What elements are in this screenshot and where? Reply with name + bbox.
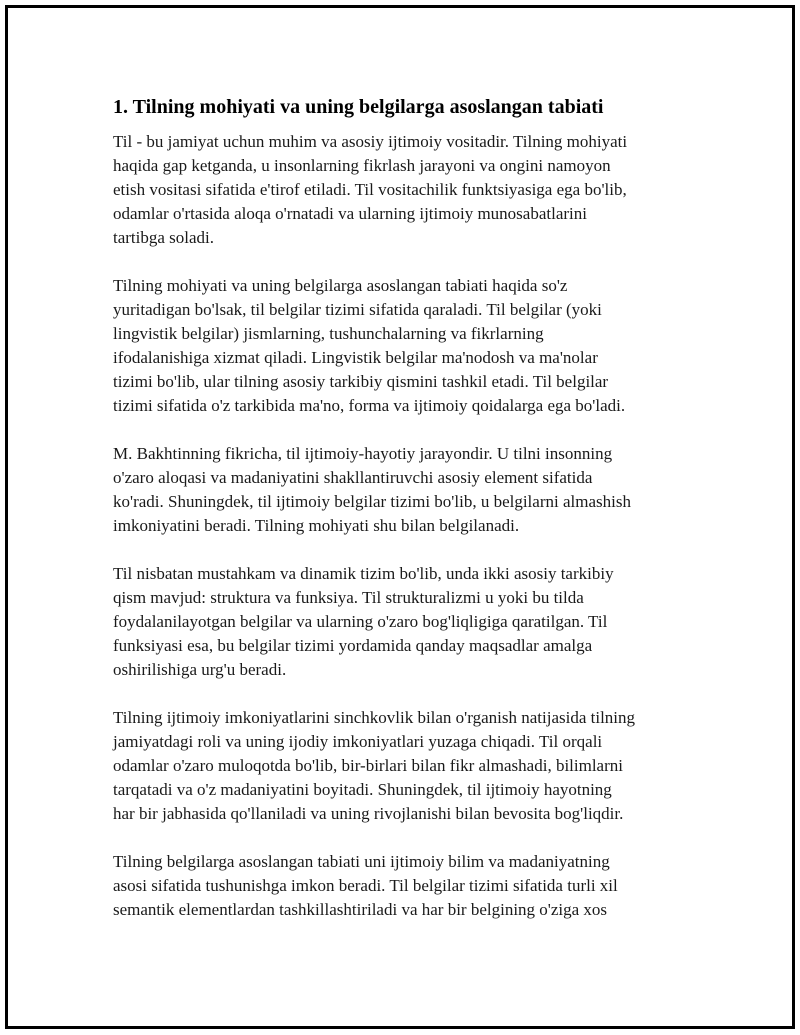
text-line: asosi sifatida tushunishga imkon beradi. Til belgilar tizimi sifatida turli xil	[113, 876, 618, 895]
text-line: Tilning mohiyati va uning belgilarga asoslangan tabiati haqida so'z	[113, 276, 568, 295]
paragraph-1	[113, 130, 693, 250]
text-line: har bir jabhasida qo'llaniladi va uning rivojlanishi bilan bevosita bog'liqdir.	[113, 804, 624, 823]
text-line: odamlar o'rtasida aloqa o'rnatadi va ularning ijtimoiy munosabatlarini	[113, 204, 587, 223]
text-line: o'zaro aloqasi va madaniyatini shakllantiruvchi asosiy element sifatida	[113, 468, 593, 487]
text-line: Til - bu jamiyat uchun muhim va asosiy ijtimoiy vositadir. Tilning mohiyati	[113, 132, 628, 151]
text-line: jamiyatdagi roli va uning ijodiy imkoniyatlari yuzaga chiqadi. Til orqali	[113, 732, 603, 751]
text-line: semantik elementlardan tashkillashtiriladi va har bir belgining o'ziga xos	[113, 900, 608, 919]
text-line: ifodalanishiga xizmat qiladi. Lingvistik belgilar ma'nodosh va ma'nolar	[113, 348, 598, 367]
paragraph-5	[113, 706, 693, 826]
text-line: imkoniyatini beradi. Tilning mohiyati shu bilan belgilanadi.	[113, 516, 520, 535]
paragraph-6	[113, 850, 693, 922]
text-line: foydalanilayotgan belgilar va ularning o'zaro bog'liqligiga qaratilgan. Til	[113, 612, 608, 631]
text-line: Tilning ijtimoiy imkoniyatlarini sinchkovlik bilan o'rganish natijasida tilning	[113, 708, 636, 727]
paragraph-3	[113, 442, 693, 538]
text-line: M. Bakhtinning fikricha, til ijtimoiy-hayotiy jarayondir. U tilni insonning	[113, 444, 613, 463]
text-line: lingvistik belgilar) jismlarning, tushunchalarning va fikrlarning	[113, 324, 544, 343]
text-line: ko'radi. Shuningdek, til ijtimoiy belgilar tizimi bo'lib, u belgilarni almashish	[113, 492, 631, 511]
text-line: funksiyasi esa, bu belgilar tizimi yordamida qanday maqsadlar amalga	[113, 636, 593, 655]
paragraph-2	[113, 274, 693, 418]
document-title: 1. Tilning mohiyati va uning belgilarga asoslangan tabiati	[113, 96, 604, 118]
text-line: oshirilishiga urg'u beradi.	[113, 660, 287, 679]
text-line: qism mavjud: struktura va funksiya. Til strukturalizmi u yoki bu tilda	[113, 588, 584, 607]
text-line: tizimi sifatida o'z tarkibida ma'no, forma va ijtimoiy qoidalarga ega bo'ladi.	[113, 396, 626, 415]
text-line: tartibga soladi.	[113, 228, 215, 247]
text-line: haqida gap ketganda, u insonlarning fikrlash jarayoni va ongini namoyon	[113, 156, 611, 175]
document-body	[113, 80, 693, 946]
text-line: Til nisbatan mustahkam va dinamik tizim bo'lib, unda ikki asosiy tarkibiy	[113, 564, 614, 583]
text-line: tarqatadi va o'z madaniyatini boyitadi. Shuningdek, til ijtimoiy hayotning	[113, 780, 612, 799]
paragraph-4	[113, 562, 693, 682]
text-line: odamlar o'zaro muloqotda bo'lib, bir-birlari bilan fikr almashadi, bilimlarni	[113, 756, 623, 775]
text-line: Tilning belgilarga asoslangan tabiati uni ijtimoiy bilim va madaniyatning	[113, 852, 610, 871]
text-line: tizimi bo'lib, ular tilning asosiy tarkibiy qismini tashkil etadi. Til belgilar	[113, 372, 609, 391]
text-line: yuritadigan bo'lsak, til belgilar tizimi sifatida qaraladi. Til belgilar (yoki	[113, 300, 602, 319]
text-line: etish vositasi sifatida e'tirof etiladi. Til vositachilik funktsiyasiga ega bo'lib,	[113, 180, 627, 199]
